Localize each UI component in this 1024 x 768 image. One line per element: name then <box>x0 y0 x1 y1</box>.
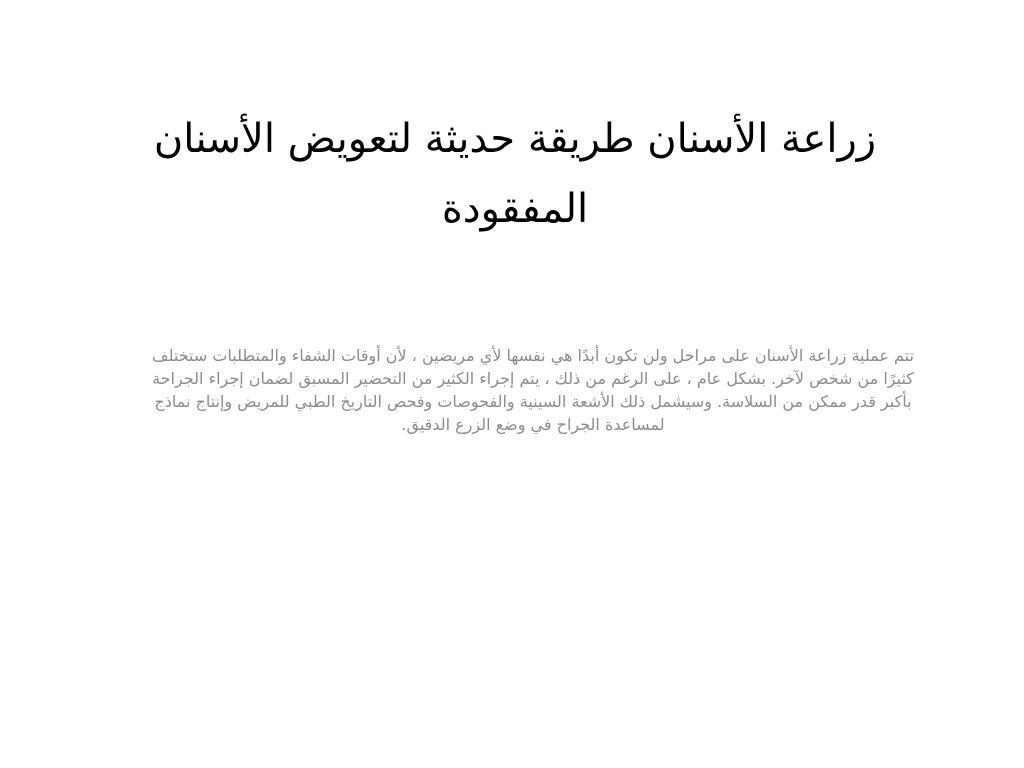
slide-title: زراعة الأسنان طريقة حديثة لتعويض الأسنان المفقودة <box>153 116 877 232</box>
slide-body-text: تتم عملية زراعة الأسنان على مراحل ولن تكون أبدًا هي نفسها لأي مريضين ، لأن أوقات الشفاء والمتطلبات ستختلف كثيرًا من شخص لآخر. بشكل عام ، على الرغم من ذلك ، يتم إجراء الكثير من التحضير المسبق لضمان إجراء الجراحة بأكبر قدر ممكن من السلاسة. وسيشمل ذلك الأشعة السينية والفحوصات وفحص التاريخ الطبي للمريض وإنتاج نماذج لمساعدة الجراح في وضع الزرع الدقيق. <box>152 346 914 434</box>
